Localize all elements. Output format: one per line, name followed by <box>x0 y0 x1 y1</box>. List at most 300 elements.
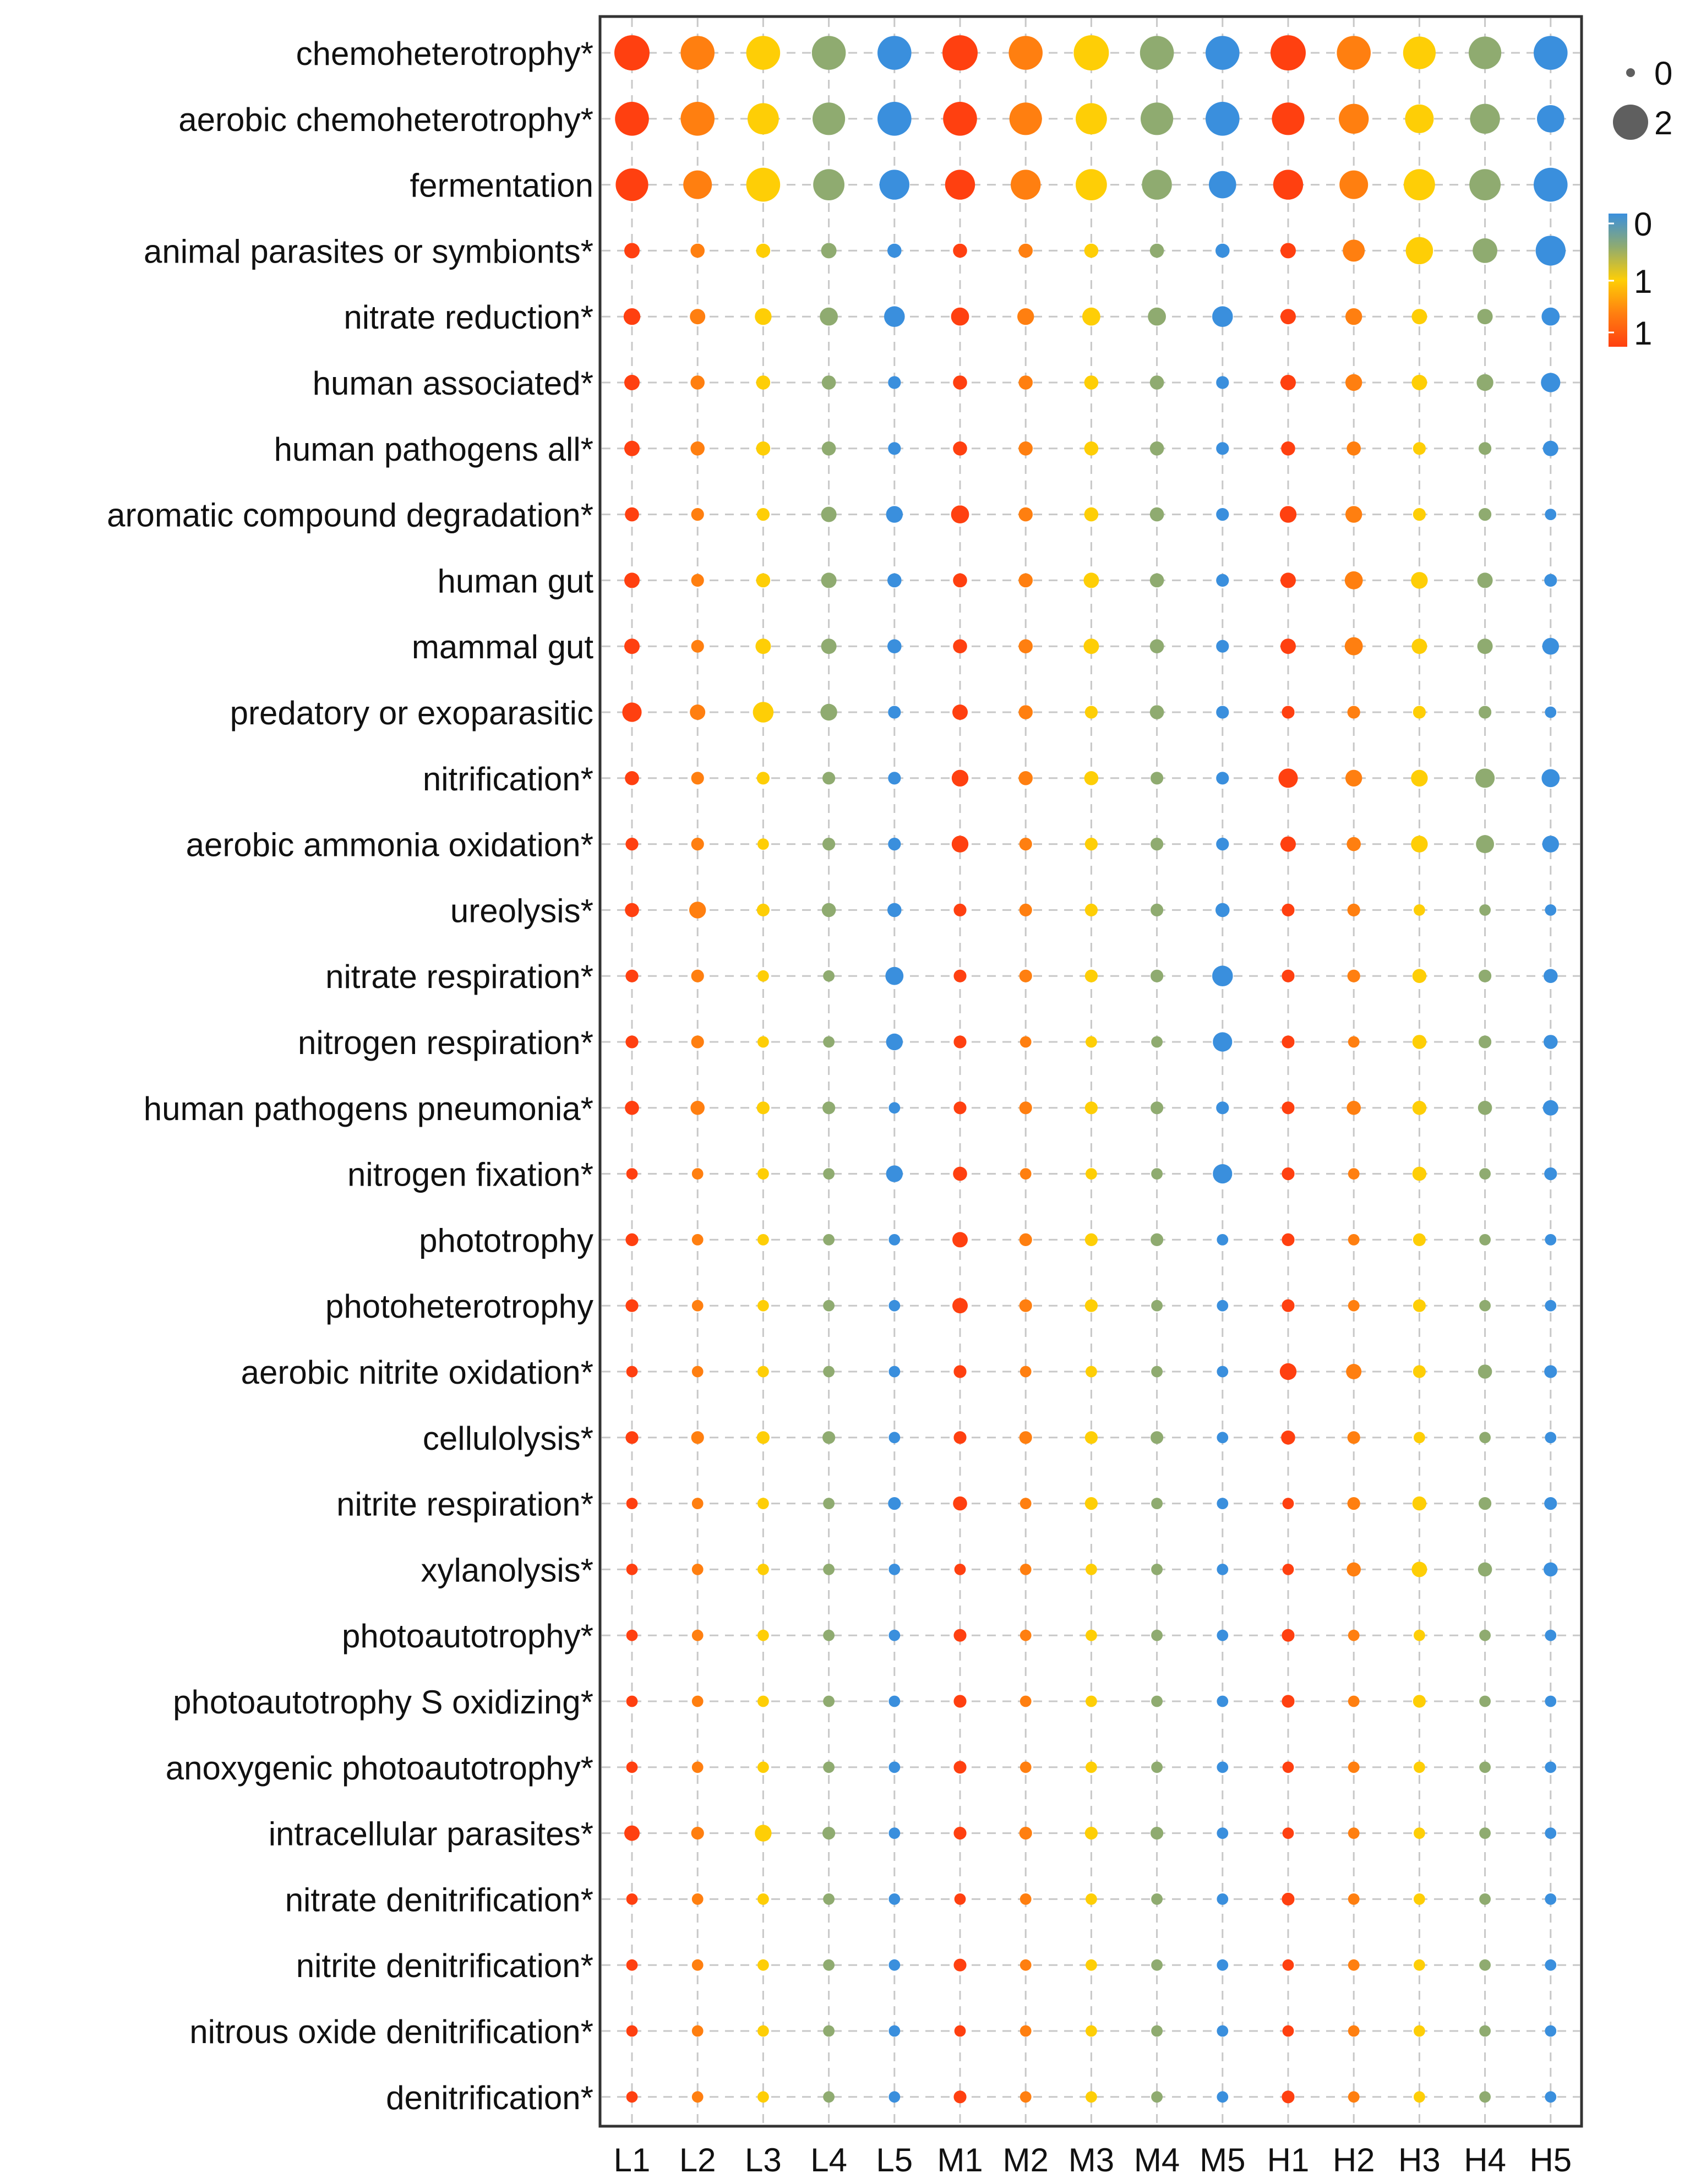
function-label: intracellular parasites* <box>268 1815 593 1853</box>
bubble-point <box>625 1431 638 1444</box>
bubble-point <box>690 244 705 258</box>
bubble-point <box>823 2025 835 2037</box>
bubble-point <box>626 1761 638 1773</box>
bubble-point <box>1215 903 1230 918</box>
bubble-point <box>823 1696 835 1707</box>
sample-labels <box>614 2142 1572 2178</box>
bubble-point <box>1469 36 1501 69</box>
bubble-point <box>757 1234 769 1246</box>
bubble-point <box>626 1696 638 1707</box>
bubble-point <box>1283 1564 1294 1575</box>
bubble-point <box>1348 706 1360 718</box>
bubble-point <box>1018 244 1033 258</box>
bubble-point <box>1346 1563 1361 1577</box>
bubble-point <box>1150 441 1164 456</box>
bubble-point <box>1348 904 1360 916</box>
bubble-point <box>1084 244 1099 258</box>
bubble-point <box>823 1234 835 1246</box>
bubble-point <box>1479 1432 1491 1443</box>
bubble-point <box>757 1564 769 1575</box>
bubble-point <box>1282 970 1294 982</box>
bubble-point <box>757 508 770 521</box>
bubble-point <box>953 1101 966 1114</box>
bubble-point <box>1084 441 1099 456</box>
bubble-point <box>1545 1630 1556 1641</box>
bubble-point <box>821 572 837 588</box>
bubble-point <box>626 2091 638 2103</box>
bubble-point <box>1142 170 1171 199</box>
bubble-point <box>1348 1168 1360 1180</box>
bubble-point <box>757 970 769 982</box>
bubble-point <box>952 1298 968 1313</box>
bubble-point <box>692 1300 704 1312</box>
bubble-point <box>1018 705 1033 719</box>
bubble-point <box>690 1101 705 1115</box>
bubble-point <box>888 772 901 784</box>
bubble-point <box>757 2025 769 2037</box>
bubble-point <box>1020 1630 1032 1641</box>
bubble-point <box>1082 308 1100 326</box>
bubble-point <box>1020 1761 1032 1773</box>
bubble-point <box>1411 770 1427 787</box>
bubble-point <box>1479 1035 1491 1048</box>
bubble-point <box>1478 1101 1492 1115</box>
bubble-point <box>886 1165 903 1182</box>
bubble-point <box>1479 442 1491 455</box>
bubble-point <box>942 35 978 70</box>
bubble-point <box>1469 169 1501 200</box>
function-label: nitrate denitrification* <box>285 1881 593 1919</box>
bubble-point <box>757 1431 770 1444</box>
bubble-point <box>822 838 835 850</box>
bubble-point <box>1076 103 1107 134</box>
bubble-point <box>955 1893 966 1905</box>
bubble-point <box>1020 1366 1032 1378</box>
bubble-point <box>1150 639 1164 653</box>
bubble-point <box>1479 1696 1491 1707</box>
sample-label: L5 <box>876 2142 913 2178</box>
bubble-point <box>746 36 781 70</box>
bubble-point <box>953 1629 966 1642</box>
bubble-point <box>1542 638 1559 654</box>
bubble-point <box>813 169 844 200</box>
bubble-point <box>1217 1761 1228 1773</box>
function-label: human gut <box>437 563 593 600</box>
bubble-point <box>1151 1893 1163 1905</box>
bubble-point <box>953 1959 966 1972</box>
bubble-point <box>953 1827 966 1839</box>
bubble-point <box>1339 171 1368 199</box>
bubble-point <box>1151 1036 1163 1048</box>
bubble-point <box>1411 375 1427 390</box>
bubble-point <box>1346 441 1361 456</box>
bubble-point <box>1543 1100 1558 1116</box>
bubble-point <box>614 35 650 70</box>
bubble-point <box>1475 768 1495 788</box>
bubble-point <box>1217 1234 1228 1246</box>
bubble-point <box>823 1893 835 1905</box>
bubble-point <box>1470 104 1500 134</box>
bubble-point <box>888 1827 900 1839</box>
bubble-point <box>757 2091 769 2103</box>
function-label: chemoheterotrophy* <box>296 35 593 72</box>
bubble-point <box>1018 639 1033 653</box>
bubble-point <box>690 441 705 456</box>
function-label: aerobic chemoheterotrophy* <box>178 101 593 138</box>
bubble-point <box>626 1366 638 1378</box>
bubble-point <box>1020 1036 1032 1048</box>
bubble-point <box>625 1035 638 1048</box>
bubble-point <box>1544 969 1558 983</box>
bubble-point <box>755 1825 771 1841</box>
bubble-point <box>888 1893 900 1905</box>
bubble-point <box>624 1826 640 1841</box>
bubble-point <box>624 308 640 325</box>
bubble-point <box>1413 1695 1426 1707</box>
sample-label: H2 <box>1332 2142 1375 2178</box>
bubble-point <box>626 2025 638 2037</box>
bubble-point <box>888 1761 900 1773</box>
bubble-point <box>689 902 706 918</box>
bubble-point <box>757 1959 769 1971</box>
bubble-point <box>1209 171 1236 199</box>
bubble-point <box>1215 244 1230 258</box>
bubble-point <box>1086 1036 1097 1048</box>
bubble-point <box>888 838 901 850</box>
bubble-point <box>1348 1300 1360 1312</box>
bubble-point <box>691 1431 704 1444</box>
bubble-point <box>691 1827 704 1839</box>
bubble-point <box>690 375 705 390</box>
function-label: photoheterotrophy <box>325 1288 593 1325</box>
bubble-point <box>953 441 967 456</box>
bubble-point <box>1151 970 1163 982</box>
bubble-point <box>1544 1167 1557 1180</box>
bubble-point <box>1479 970 1491 982</box>
bubble-point <box>1150 507 1164 522</box>
bubble-point <box>1478 572 1493 588</box>
bubble-point <box>624 243 640 258</box>
bubble-point <box>885 967 903 985</box>
bubble-point <box>888 1366 900 1378</box>
bubble-point <box>886 506 903 522</box>
bubble-point <box>953 1761 966 1773</box>
bubble-point <box>756 574 771 588</box>
size-legend-label: 2 <box>1654 105 1673 141</box>
bubble-point <box>953 639 967 653</box>
bubble-point <box>953 1431 966 1444</box>
bubble-point <box>888 442 901 455</box>
bubble-point <box>748 103 779 134</box>
bubble-point <box>757 1630 769 1641</box>
bubble-point <box>1151 1431 1163 1444</box>
bubble-point <box>692 1893 704 1905</box>
bubble-point <box>1283 1959 1294 1971</box>
bubble-point <box>1085 904 1098 916</box>
bubble-point <box>1212 965 1233 986</box>
bubble-point <box>1479 1761 1491 1773</box>
bubble-point <box>1343 239 1365 261</box>
bubble-point <box>1534 36 1568 70</box>
bubble-point <box>1151 2025 1163 2037</box>
bubble-point <box>692 1564 704 1575</box>
bubble-point <box>1345 374 1362 391</box>
bubble-point <box>888 1696 900 1707</box>
bubble-point <box>680 36 715 70</box>
bubble-point <box>1020 2025 1032 2037</box>
bubble-point <box>757 1761 769 1773</box>
bubble-point <box>625 838 638 850</box>
bubble-point <box>1217 1696 1228 1707</box>
bubble-point <box>877 102 912 136</box>
bubble-point <box>955 2025 966 2037</box>
bubble-point <box>888 1959 900 1971</box>
size-legend <box>1613 55 1672 141</box>
bubble-point <box>692 2091 704 2103</box>
bubble-point <box>1086 1630 1097 1641</box>
bubble-point <box>1150 375 1164 390</box>
bubble-point <box>1479 1300 1491 1312</box>
bubble-point <box>1348 1827 1360 1839</box>
bubble-point <box>1345 637 1363 656</box>
sample-label: H4 <box>1464 2142 1506 2178</box>
bubble-point <box>1020 838 1032 850</box>
function-label: nitrate respiration* <box>325 958 593 996</box>
bubble-point <box>1280 572 1296 588</box>
bubble-point <box>1280 243 1296 258</box>
bubble-point <box>1018 574 1033 588</box>
bubble-point <box>757 904 770 916</box>
function-label: ureolysis* <box>450 892 593 930</box>
bubble-point <box>1086 1761 1097 1773</box>
bubble-point <box>757 1101 770 1114</box>
bubble-point <box>1413 508 1426 521</box>
bubble-point <box>1414 2091 1425 2103</box>
bubble-point <box>888 1102 900 1113</box>
bubble-point <box>1337 36 1371 70</box>
bubble-point <box>1545 1300 1556 1312</box>
bubble-point <box>692 1498 704 1509</box>
bubble-point <box>1414 1827 1425 1839</box>
bubble-point <box>1280 309 1296 324</box>
bubble-point <box>1413 969 1427 983</box>
bubble-point <box>1280 1363 1296 1380</box>
bubble-point <box>1545 2091 1556 2103</box>
function-label: aerobic ammonia oxidation* <box>186 826 593 864</box>
bubble-point <box>1282 1167 1294 1180</box>
bubble-point <box>1545 904 1556 916</box>
bubble-point <box>1404 169 1435 200</box>
bubble-point <box>691 1035 704 1048</box>
bubble-point <box>822 1431 835 1444</box>
bubble-point <box>1348 1893 1360 1905</box>
bubble-point <box>755 308 771 325</box>
bubble-point <box>1282 904 1294 916</box>
bubble-point <box>945 170 975 199</box>
bubble-point <box>1085 1101 1098 1114</box>
bubble-point <box>1411 1561 1427 1577</box>
bubble-point <box>1151 1761 1163 1773</box>
bubble-point <box>626 1168 638 1180</box>
bubble-point <box>813 102 845 135</box>
bubble-point <box>888 376 901 389</box>
function-label: nitrite denitrification* <box>296 1947 593 1985</box>
bubble-point <box>1151 1696 1163 1707</box>
bubble-point <box>1413 1101 1427 1115</box>
bubble-point <box>1282 1695 1294 1707</box>
bubble-point <box>691 838 704 850</box>
bubble-point <box>1476 835 1494 853</box>
bubble-point <box>953 1035 966 1048</box>
bubble-point <box>1011 170 1040 199</box>
function-label: human pathogens pneumonia* <box>143 1090 593 1127</box>
bubble-point <box>624 375 640 390</box>
bubble-point <box>757 1366 769 1378</box>
bubble-point <box>680 102 715 136</box>
bubble-point <box>1348 1497 1360 1510</box>
bubble-point <box>1086 2025 1097 2037</box>
bubble-point <box>691 508 704 521</box>
bubble-point <box>622 702 641 722</box>
bubble-point <box>626 1564 638 1575</box>
bubble-point <box>1150 705 1164 719</box>
bubble-point <box>1473 238 1497 263</box>
bubble-point <box>1282 1101 1294 1114</box>
bubble-point <box>1282 2090 1294 2103</box>
bubble-point <box>756 375 771 390</box>
bubble-point <box>1479 1827 1491 1839</box>
bubble-point <box>683 171 712 199</box>
bubble-point <box>1151 2091 1163 2103</box>
bubble-point <box>1020 970 1032 982</box>
bubble-point <box>1413 1300 1426 1312</box>
bubble-point <box>1213 1032 1232 1051</box>
bubble-point <box>1479 1234 1491 1246</box>
size-legend-marker <box>1613 105 1648 140</box>
bubble-point <box>953 1497 967 1511</box>
bubble-point <box>884 306 905 327</box>
bubble-point <box>951 308 969 326</box>
bubble-point <box>1018 375 1033 390</box>
bubble-point <box>1280 375 1296 390</box>
color-legend <box>1609 206 1652 352</box>
bubble-point <box>1086 1168 1097 1180</box>
bubble-point <box>1085 1431 1098 1444</box>
bubble-point <box>1206 102 1240 136</box>
bubble-point <box>692 1630 704 1641</box>
bubble-point <box>757 1696 769 1707</box>
bubble-point <box>626 1630 638 1641</box>
bubble-point <box>1282 706 1294 718</box>
bubble-point <box>1283 1827 1294 1839</box>
bubble-point <box>880 170 909 199</box>
bubble-point <box>1217 1432 1228 1443</box>
bubble-point <box>1085 1827 1098 1839</box>
bubble-point <box>1545 707 1556 718</box>
bubble-point <box>1537 105 1564 133</box>
function-label: xylanolysis* <box>421 1552 593 1589</box>
bubble-point <box>1151 1498 1163 1509</box>
function-label: nitrogen respiration* <box>298 1024 593 1061</box>
bubble-point <box>1479 1959 1491 1971</box>
bubble-point <box>755 638 771 654</box>
sample-label: L4 <box>810 2142 847 2178</box>
bubble-point <box>1206 36 1240 70</box>
bubble-point <box>1280 506 1296 522</box>
bubble-point <box>692 1168 704 1180</box>
sample-label: M5 <box>1200 2142 1246 2178</box>
bubble-point <box>1545 2025 1556 2037</box>
bubble-point <box>1086 2091 1097 2103</box>
bubble-point <box>1213 1164 1232 1183</box>
bubble-point <box>1406 237 1433 265</box>
function-label: nitrous oxide denitrification* <box>189 2013 593 2050</box>
bubble-point <box>1086 1959 1097 1971</box>
bubble-point <box>692 1959 704 1971</box>
bubble-point <box>692 1761 704 1773</box>
bubble-point <box>888 1300 900 1312</box>
bubble-point <box>1150 244 1164 258</box>
bubble-point <box>953 1365 966 1378</box>
bubble-point <box>1086 1893 1097 1905</box>
bubble-point <box>1083 572 1099 588</box>
bubble-point <box>888 1432 900 1443</box>
bubble-point <box>1479 508 1491 521</box>
bubble-point <box>1282 1233 1294 1246</box>
bubble-point <box>1346 1101 1361 1115</box>
bubble-point <box>624 638 640 654</box>
bubble-point <box>1345 571 1363 589</box>
bubble-point <box>692 1234 704 1246</box>
bubble-point <box>822 1827 835 1839</box>
bubble-point <box>1018 771 1033 785</box>
bubble-point <box>823 1300 835 1312</box>
bubble-point <box>823 1959 835 1971</box>
bubble-point <box>690 309 705 324</box>
bubble-point <box>1076 169 1107 200</box>
bubble-point <box>692 2025 704 2037</box>
bubble-point <box>1541 373 1560 392</box>
bubble-point <box>625 1233 638 1246</box>
function-label: nitrate reduction* <box>344 299 593 336</box>
bubble-point <box>1348 1036 1360 1048</box>
bubble-point <box>1085 970 1098 982</box>
bubble-point <box>1479 2091 1491 2103</box>
bubble-point <box>625 970 638 982</box>
bubble-point <box>822 375 836 390</box>
bubble-point <box>1545 1761 1556 1773</box>
bubble-point <box>615 168 648 201</box>
bubble-point <box>943 102 977 136</box>
bubble-point <box>823 1036 835 1048</box>
bubble-point <box>1086 1696 1097 1707</box>
bubble-point <box>1216 838 1229 850</box>
bubble-point <box>1348 2091 1360 2103</box>
bubble-point <box>1020 2091 1032 2103</box>
bubble-point <box>952 836 968 852</box>
bubble-point <box>690 705 705 720</box>
bubble-point <box>1151 1168 1163 1180</box>
bubble-point <box>1217 2025 1228 2037</box>
bubble-point <box>953 904 966 916</box>
bubble-point <box>757 838 769 850</box>
bubble-point <box>953 574 967 588</box>
function-label: photoautotrophy* <box>341 1618 593 1655</box>
bubble-point <box>1413 1167 1427 1181</box>
sample-label: L3 <box>745 2142 782 2178</box>
bubble-point <box>1541 769 1560 787</box>
bubble-point <box>1151 1630 1163 1641</box>
